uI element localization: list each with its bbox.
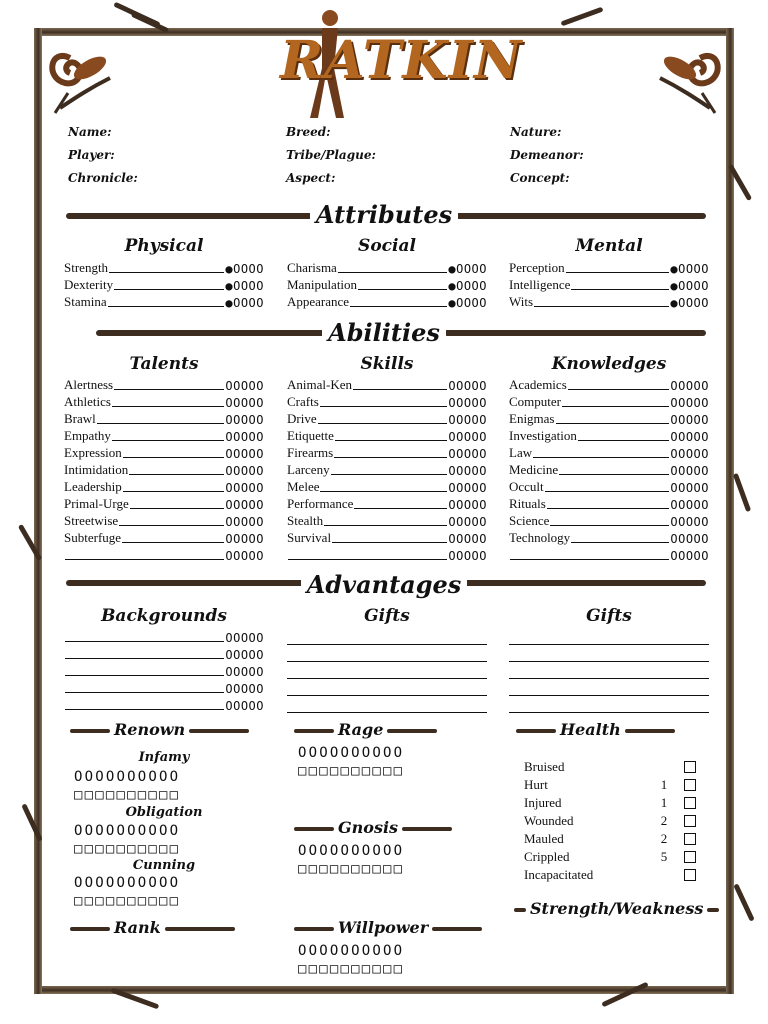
gifts-heading: Gifts (364, 606, 410, 626)
attribute-name: Charisma (287, 260, 337, 275)
write-in-line[interactable] (331, 474, 448, 475)
ability-name: Law (509, 445, 533, 460)
attribute-row[interactable] (287, 276, 487, 293)
ability-name: Melee (287, 479, 320, 494)
gifts-list-2 (509, 628, 709, 713)
ability-name: Crafts (287, 394, 319, 409)
dot-rating[interactable]: ●OOOO (670, 296, 709, 310)
dot-rating[interactable]: OOOOO (225, 481, 264, 495)
ability-name: Streetwise (64, 513, 119, 528)
dot-rating[interactable]: OOOOO (225, 447, 264, 461)
willpower-track[interactable]: OOOOOOOOOO □□□□□□□□□□ (298, 943, 405, 977)
ability-name: Empathy (64, 428, 111, 443)
ability-row[interactable] (509, 461, 709, 478)
dot-rating[interactable]: OOOOO (448, 430, 487, 444)
ability-row[interactable] (64, 478, 264, 495)
ability-row[interactable] (64, 679, 264, 696)
ability-row[interactable] (64, 461, 264, 478)
dot-rating[interactable]: OOOOO (225, 464, 264, 478)
ability-row[interactable] (509, 512, 709, 529)
ability-name: Rituals (509, 496, 546, 511)
ability-row[interactable] (509, 376, 709, 393)
attribute-row[interactable] (64, 276, 264, 293)
ability-row[interactable] (287, 427, 487, 444)
info-col-3 (510, 125, 584, 194)
attribute-name: Intelligence (509, 277, 571, 292)
rage-heading: Rage (290, 720, 441, 739)
write-in-line[interactable] (65, 675, 224, 676)
gift-line[interactable] (509, 679, 709, 696)
ability-row[interactable] (287, 546, 487, 563)
dot-rating[interactable]: OOOOO (225, 648, 264, 662)
info-col-1 (68, 125, 138, 194)
tribe-plague-label: Tribe/Plague: (286, 148, 376, 162)
dot-rating[interactable]: OOOOO (225, 379, 264, 393)
ability-row[interactable] (287, 376, 487, 393)
health-level-label: Incapacitated (524, 867, 594, 882)
backgrounds-list (64, 628, 264, 713)
rat-ornament-icon (650, 38, 730, 118)
gift-line[interactable] (287, 662, 487, 679)
aspect-label: Aspect: (286, 171, 336, 185)
write-in-line[interactable] (65, 658, 224, 659)
health-level-label: Bruised (524, 759, 565, 774)
ability-row[interactable] (509, 427, 709, 444)
dot-rating[interactable]: OOOOO (448, 549, 487, 563)
physical-heading: Physical (124, 236, 204, 256)
ability-row[interactable] (287, 393, 487, 410)
health-level-label: Hurt (524, 777, 548, 792)
health-checkbox[interactable] (684, 815, 696, 827)
write-in-line[interactable] (97, 423, 225, 424)
ability-row[interactable] (287, 529, 487, 546)
ability-name: Stealth (287, 513, 324, 528)
chronicle-label: Chronicle: (68, 171, 138, 185)
write-in-line[interactable] (65, 641, 224, 642)
gift-line[interactable] (287, 696, 487, 713)
border-sliver (733, 473, 751, 512)
gift-line[interactable] (287, 679, 487, 696)
talents-heading: Talents (129, 354, 199, 374)
ability-name: Medicine (509, 462, 559, 477)
write-in-line[interactable] (332, 542, 447, 543)
attribute-name: Manipulation (287, 277, 358, 292)
dot-rating[interactable]: OOOOO (225, 396, 264, 410)
dot-rating[interactable]: OOOOO (448, 447, 487, 461)
social-heading: Social (358, 236, 416, 256)
gift-line[interactable] (287, 628, 487, 645)
ability-name: Subterfuge (64, 530, 122, 545)
write-in-line[interactable] (510, 559, 669, 560)
gnosis-track[interactable]: OOOOOOOOOO □□□□□□□□□□ (298, 843, 405, 877)
write-in-line[interactable] (547, 508, 670, 509)
write-in-line[interactable] (533, 457, 669, 458)
dot-rating[interactable]: OOOOO (225, 665, 264, 679)
ability-row[interactable] (64, 546, 264, 563)
write-in-line[interactable] (318, 423, 448, 424)
health-level-label: Injured (524, 795, 562, 810)
ability-row[interactable] (64, 393, 264, 410)
ratkin-logo (280, 8, 523, 120)
ability-row[interactable] (287, 444, 487, 461)
write-in-line[interactable] (65, 709, 224, 710)
health-level-row (524, 758, 696, 776)
ability-name: Academics (509, 377, 567, 392)
health-checkbox[interactable] (684, 797, 696, 809)
ability-row[interactable] (64, 427, 264, 444)
ability-name: Brawl (64, 411, 96, 426)
ability-name: Drive (287, 411, 317, 426)
gift-line[interactable] (287, 645, 487, 662)
write-in-line[interactable] (324, 525, 447, 526)
write-in-line[interactable] (354, 508, 447, 509)
skills-heading: Skills (360, 354, 414, 374)
gifts-heading: Gifts (586, 606, 632, 626)
write-in-line[interactable] (559, 474, 669, 475)
write-in-line[interactable] (112, 406, 224, 407)
gift-line[interactable] (509, 645, 709, 662)
health-checkbox[interactable] (684, 833, 696, 845)
ability-row[interactable] (64, 495, 264, 512)
write-in-line[interactable] (335, 440, 447, 441)
ability-name: Firearms (287, 445, 334, 460)
write-in-line[interactable] (562, 406, 669, 407)
mental-attributes (509, 259, 709, 310)
health-checkbox[interactable] (684, 851, 696, 863)
dot-rating[interactable]: OOOOO (670, 379, 709, 393)
dot-rating[interactable]: ●OOOO (225, 296, 264, 310)
ability-name: Leadership (64, 479, 122, 494)
health-level-row (524, 830, 696, 848)
write-in-line[interactable] (550, 525, 669, 526)
ability-name: Alertness (64, 377, 114, 392)
ability-name: Investigation (509, 428, 577, 443)
ability-name: Larceny (287, 462, 330, 477)
border-left (34, 28, 42, 994)
mental-heading: Mental (575, 236, 643, 256)
dot-rating[interactable]: OOOOO (225, 413, 264, 427)
advantages-heading: Advantages (0, 570, 768, 599)
ability-name: Expression (64, 445, 122, 460)
write-in-line[interactable] (119, 525, 224, 526)
attribute-row[interactable] (509, 276, 709, 293)
write-in-line[interactable] (578, 440, 669, 441)
ability-name: Performance (287, 496, 354, 511)
attributes-heading: Attributes (0, 200, 768, 229)
ability-name: Technology (509, 530, 571, 545)
infamy-track[interactable]: OOOOOOOOOO □□□□□□□□□□ (74, 769, 181, 803)
dot-rating[interactable]: OOOOO (448, 481, 487, 495)
info-col-2 (286, 125, 376, 194)
dot-rating[interactable]: OOOOO (225, 631, 264, 645)
ability-row[interactable] (509, 393, 709, 410)
ability-name: Science (509, 513, 550, 528)
dot-rating[interactable]: OOOOO (670, 413, 709, 427)
attribute-name: Wits (509, 294, 534, 309)
ability-row[interactable] (64, 696, 264, 713)
name-label: Name: (68, 125, 112, 139)
health-level-row (524, 848, 696, 866)
write-in-line[interactable] (129, 474, 224, 475)
ability-row[interactable] (287, 478, 487, 495)
infamy-label: Infamy (138, 750, 190, 765)
write-in-line[interactable] (545, 491, 670, 492)
health-level-row (524, 776, 696, 794)
write-in-line[interactable] (122, 542, 224, 543)
social-attributes (287, 259, 487, 310)
dot-rating[interactable]: ●OOOO (448, 296, 487, 310)
health-penalty: 5 (660, 849, 668, 864)
attribute-name: Strength (64, 260, 109, 275)
attribute-row[interactable] (287, 259, 487, 276)
write-in-line[interactable] (123, 457, 225, 458)
dot-rating[interactable]: OOOOO (225, 549, 264, 563)
dot-rating[interactable]: OOOOO (448, 396, 487, 410)
gift-line[interactable] (509, 662, 709, 679)
attribute-row[interactable] (509, 293, 709, 310)
write-in-line[interactable] (320, 491, 447, 492)
write-in-line[interactable] (556, 423, 670, 424)
ability-row[interactable] (287, 461, 487, 478)
attribute-row[interactable] (509, 259, 709, 276)
backgrounds-heading: Backgrounds (101, 606, 227, 626)
write-in-line[interactable] (114, 389, 224, 390)
dot-rating[interactable]: ●OOOO (448, 279, 487, 293)
attribute-row[interactable] (287, 293, 487, 310)
health-level-row (524, 794, 696, 812)
dot-rating[interactable]: OOOOO (670, 532, 709, 546)
dot-rating[interactable]: OOOOO (448, 379, 487, 393)
dot-rating[interactable]: OOOOO (670, 396, 709, 410)
willpower-heading: Willpower (290, 918, 486, 937)
write-in-line[interactable] (123, 491, 225, 492)
ability-name: Occult (509, 479, 544, 494)
attribute-row[interactable] (64, 259, 264, 276)
write-in-line[interactable] (568, 389, 670, 390)
knowledges-heading: Knowledges (551, 354, 667, 374)
ability-row[interactable] (509, 478, 709, 495)
attribute-name: Appearance (287, 294, 350, 309)
dot-rating[interactable]: ●OOOO (670, 262, 709, 276)
write-in-line[interactable] (130, 508, 225, 509)
dot-rating[interactable]: OOOOO (225, 682, 264, 696)
write-in-line[interactable] (571, 542, 669, 543)
ability-row[interactable] (287, 495, 487, 512)
breed-label: Breed: (286, 125, 331, 139)
health-level-label: Crippled (524, 849, 570, 864)
dot-rating[interactable]: ●OOOO (448, 262, 487, 276)
write-in-line[interactable] (288, 559, 447, 560)
demeanor-label: Demeanor: (510, 148, 584, 162)
gift-line[interactable] (509, 628, 709, 645)
dot-rating[interactable]: ●OOOO (225, 262, 264, 276)
health-heading: Health (512, 720, 679, 739)
dot-rating[interactable]: OOOOO (448, 464, 487, 478)
health-penalty: 1 (660, 795, 668, 810)
dot-rating[interactable]: OOOOO (670, 549, 709, 563)
health-checkbox[interactable] (684, 779, 696, 791)
cunning-label: Cunning (132, 858, 196, 873)
dot-rating[interactable]: OOOOO (448, 532, 487, 546)
health-penalty: 1 (660, 777, 668, 792)
obligation-label: Obligation (125, 805, 203, 820)
ability-row[interactable] (64, 376, 264, 393)
dot-rating[interactable]: OOOOO (670, 447, 709, 461)
rank-heading: Rank (66, 918, 239, 937)
dot-rating[interactable]: ●OOOO (670, 279, 709, 293)
dot-rating[interactable]: OOOOO (670, 464, 709, 478)
attribute-name: Dexterity (64, 277, 114, 292)
nature-label: Nature: (510, 125, 562, 139)
health-levels (524, 758, 696, 884)
dot-rating[interactable]: OOOOO (225, 699, 264, 713)
border-sliver (733, 883, 754, 921)
ability-row[interactable] (509, 495, 709, 512)
ability-name: Computer (509, 394, 561, 409)
rat-ornament-icon (40, 38, 120, 118)
renown-heading: Renown (66, 720, 253, 739)
ability-row[interactable] (509, 410, 709, 427)
physical-attributes (64, 259, 264, 310)
dot-rating[interactable]: OOOOO (448, 413, 487, 427)
dot-rating[interactable]: OOOOO (670, 481, 709, 495)
ability-row[interactable] (509, 529, 709, 546)
skills-list (287, 376, 487, 563)
logo-text: RATKIN (280, 30, 523, 91)
gift-line[interactable] (509, 696, 709, 713)
dot-rating[interactable]: OOOOO (225, 498, 264, 512)
ability-name: Survival (287, 530, 332, 545)
ability-name: Primal-Urge (64, 496, 129, 511)
border-sliver (560, 7, 603, 27)
gifts-list-1 (287, 628, 487, 713)
ability-name: Etiquette (287, 428, 334, 443)
dot-rating[interactable]: ●OOOO (225, 279, 264, 293)
health-checkbox[interactable] (684, 761, 696, 773)
talents-list (64, 376, 264, 563)
attribute-name: Stamina (64, 294, 107, 309)
dot-rating[interactable]: OOOOO (448, 498, 487, 512)
ability-row[interactable] (64, 444, 264, 461)
health-checkbox[interactable] (684, 869, 696, 881)
write-in-line[interactable] (65, 692, 224, 693)
ability-row[interactable] (64, 410, 264, 427)
ability-row[interactable] (64, 512, 264, 529)
health-level-row (524, 812, 696, 830)
write-in-line[interactable] (112, 440, 224, 441)
ability-name: Athletics (64, 394, 111, 409)
ability-row[interactable] (64, 529, 264, 546)
attribute-row[interactable] (64, 293, 264, 310)
ability-row[interactable] (287, 512, 487, 529)
strength-weakness-heading: Strength/Weakness (510, 899, 723, 918)
health-level-row (524, 866, 696, 884)
ability-row[interactable] (64, 628, 264, 645)
ability-row[interactable] (287, 410, 487, 427)
ability-name: Enigmas (509, 411, 555, 426)
player-label: Player: (68, 148, 115, 162)
write-in-line[interactable] (65, 559, 224, 560)
write-in-line[interactable] (334, 457, 447, 458)
dot-rating[interactable]: OOOOO (670, 515, 709, 529)
ability-name: Animal-Ken (287, 377, 352, 392)
attribute-name: Perception (509, 260, 565, 275)
obligation-track[interactable]: OOOOOOOOOO □□□□□□□□□□ (74, 823, 181, 857)
ability-row[interactable] (509, 444, 709, 461)
gnosis-heading: Gnosis (290, 818, 456, 837)
dot-rating[interactable]: OOOOO (225, 532, 264, 546)
dot-rating[interactable]: OOOOO (670, 498, 709, 512)
health-level-label: Mauled (524, 831, 564, 846)
dot-rating[interactable]: OOOOO (448, 515, 487, 529)
ability-name: Intimidation (64, 462, 129, 477)
health-penalty: 2 (660, 813, 668, 828)
write-in-line[interactable] (320, 406, 448, 407)
health-penalty: 2 (660, 831, 668, 846)
cunning-track[interactable]: OOOOOOOOOO □□□□□□□□□□ (74, 875, 181, 909)
ability-row[interactable] (509, 546, 709, 563)
dot-rating[interactable]: OOOOO (225, 515, 264, 529)
write-in-line[interactable] (353, 389, 447, 390)
dot-rating[interactable]: OOOOO (670, 430, 709, 444)
dot-rating[interactable]: OOOOO (225, 430, 264, 444)
rage-track[interactable]: OOOOOOOOOO □□□□□□□□□□ (298, 745, 405, 779)
ability-row[interactable] (64, 662, 264, 679)
concept-label: Concept: (510, 171, 570, 185)
knowledges-list (509, 376, 709, 563)
health-level-label: Wounded (524, 813, 574, 828)
abilities-heading: Abilities (0, 318, 768, 347)
ability-row[interactable] (64, 645, 264, 662)
